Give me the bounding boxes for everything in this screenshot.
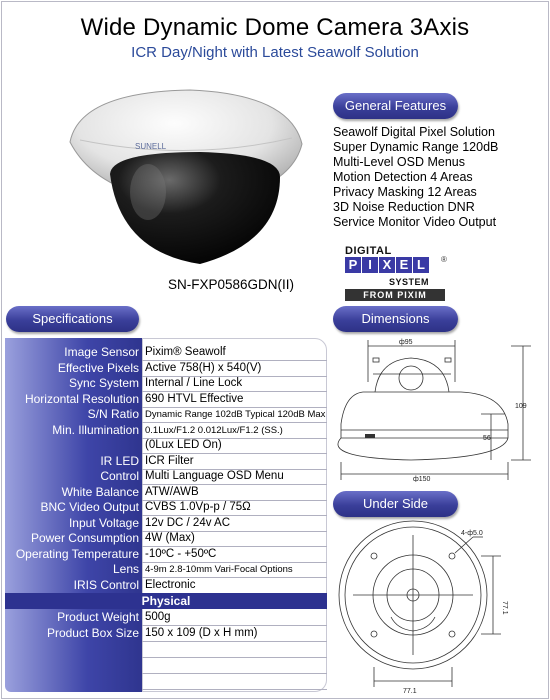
feature-item: Multi-Level OSD Menus — [333, 155, 465, 169]
under-side-header: Under Side — [333, 491, 458, 517]
spec-empty-line — [142, 673, 327, 674]
spec-label: S/N Ratio — [87, 407, 139, 421]
spec-row — [5, 392, 327, 407]
dim-total-height: 109 — [515, 403, 527, 410]
spec-row — [5, 626, 327, 641]
dimensions-header: Dimensions — [333, 306, 458, 332]
features-list — [333, 125, 498, 230]
spec-row — [5, 376, 327, 391]
logo-registered-mark: ® — [441, 255, 447, 264]
spec-value: 150 x 109 (D x H mm) — [145, 626, 258, 639]
logo-letter: L — [413, 257, 429, 273]
under-side-drawing — [333, 517, 533, 695]
spec-row — [5, 485, 327, 500]
spec-value: (0Lux LED On) — [145, 439, 222, 451]
spec-row — [5, 454, 327, 469]
spec-row — [5, 423, 327, 438]
spec-label: IRIS Control — [73, 577, 139, 592]
feature-item: Super Dynamic Range 120dB — [333, 140, 499, 154]
spec-label: IR LED — [100, 453, 139, 468]
feature-item: Service Monitor Video Output — [333, 215, 497, 229]
spec-row — [5, 407, 327, 422]
camera-brand-label: SUNELL — [135, 142, 167, 151]
spec-value: Multi Language OSD Menu — [145, 470, 284, 482]
spec-value: 500g — [145, 611, 171, 623]
feature-item: Motion Detection 4 Areas — [333, 170, 473, 184]
spec-label: Control — [100, 469, 139, 483]
spec-empty-line — [142, 689, 327, 690]
spec-row — [5, 547, 327, 562]
spec-empty-line — [142, 657, 327, 658]
spec-value: 0.1Lux/F1.2 0.012Lux/F1.2 (SS.) — [145, 424, 283, 436]
spec-value: 4-9m 2.8-10mm Vari-Focal Options — [145, 564, 293, 575]
spec-value: Internal / Line Lock — [145, 377, 243, 389]
spec-value: Electronic — [145, 578, 196, 591]
spec-label: Power Consumption — [30, 531, 139, 545]
spec-label: BNC Video Output — [40, 500, 139, 514]
spec-value: ICR Filter — [145, 454, 194, 467]
logo-letter: I — [362, 257, 378, 273]
feature-item: Privacy Masking 12 Areas — [333, 185, 477, 199]
spec-row — [5, 500, 327, 515]
dim-bottom-width: ф150 — [413, 476, 431, 482]
spec-row — [5, 469, 327, 484]
digital-pixel-system-logo — [345, 245, 445, 303]
specifications-table — [5, 338, 327, 692]
dome-camera-image — [40, 82, 310, 272]
dim-lower-height: 56 — [483, 435, 491, 442]
logo-text-from-pixim: FROM PIXIM — [345, 289, 445, 301]
page-subtitle: ICR Day/Night with Latest Seawolf Solution — [131, 44, 419, 61]
spec-label: Product Weight — [57, 610, 139, 624]
spec-row — [5, 361, 327, 376]
spec-label: Operating Temperature — [15, 546, 139, 561]
physical-label: Physical — [141, 594, 191, 608]
spec-label: Sync System — [68, 376, 139, 390]
spec-label: Product Box Size — [46, 625, 139, 640]
logo-letter: P — [345, 257, 361, 273]
spec-row — [5, 562, 327, 577]
dim-top-width: ф95 — [399, 339, 413, 346]
spec-value: -10ºC - +50ºC — [145, 547, 217, 560]
general-features-header: General Features — [333, 93, 458, 119]
logo-letter: X — [379, 257, 395, 273]
spec-row — [5, 610, 327, 625]
specifications-header: Specifications — [6, 306, 139, 332]
logo-text-digital: DIGITAL — [345, 245, 392, 257]
spec-label: Image Sensor — [64, 345, 139, 359]
spec-label: Input Voltage — [68, 515, 139, 530]
feature-item: Seawolf Digital Pixel Solution — [333, 125, 495, 139]
spec-value: ATW/AWB — [145, 485, 199, 498]
spec-label: White Balance — [61, 484, 139, 499]
spec-label: Effective Pixels — [57, 360, 139, 375]
physical-section-header — [5, 593, 327, 609]
spec-value: Dynamic Range 102dB Typical 120dB Max — [145, 409, 326, 420]
spec-value: 690 HTVL Effective — [145, 392, 244, 405]
under-spacing-vertical: 77.1 — [501, 601, 508, 615]
spec-value: Active 758(H) x 540(V) — [145, 361, 262, 374]
spec-row — [5, 438, 327, 453]
dimensions-drawing — [333, 334, 533, 482]
feature-item: 3D Noise Reduction DNR — [333, 200, 475, 214]
under-spacing-horizontal: 77.1 — [403, 688, 417, 695]
spec-label: Min. Illumination — [52, 422, 139, 437]
spec-label: Lens — [112, 562, 139, 576]
logo-text-system: SYSTEM — [389, 277, 430, 287]
spec-row — [5, 531, 327, 546]
spec-row — [5, 578, 327, 593]
spec-row — [5, 345, 327, 360]
model-number: SN-FXP0586GDN(II) — [168, 277, 295, 292]
spec-label: Horizontal Resolution — [24, 391, 139, 406]
spec-value: 12v DC / 24v AC — [145, 516, 231, 529]
spec-value: CVBS 1.0Vp-p / 75Ω — [145, 501, 251, 513]
under-hole-spec: 4-ф5.0 — [461, 530, 483, 537]
logo-letter: E — [396, 257, 412, 273]
spec-row-divider — [142, 641, 327, 642]
page-title: Wide Dynamic Dome Camera 3Axis — [80, 14, 470, 41]
spec-value: Pixim® Seawolf — [145, 346, 226, 358]
logo-pixel-letters — [345, 257, 430, 273]
spec-value: 4W (Max) — [145, 532, 195, 544]
spec-row — [5, 516, 327, 531]
